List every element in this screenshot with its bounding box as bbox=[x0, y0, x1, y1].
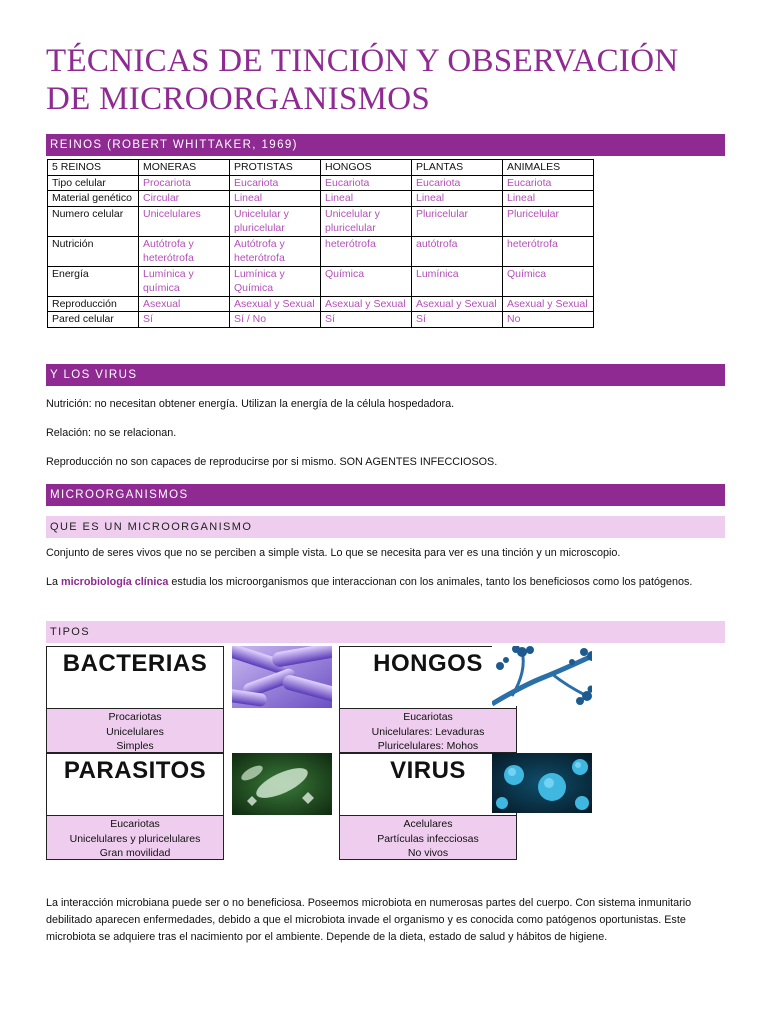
card-line: Unicelulares: Levaduras bbox=[371, 725, 485, 738]
final-paragraph: La interacción microbiana puede ser o no beneficiosa. Poseemos microbiota en numerosas partes del cuerpo. Con sistema inmunitario debilitado aparecen enfermedades, debido a que el microbiota invade el organismo y es conocida como patógenos oportunistas. Este microbiota se adquiere tras el nacimiento por el ambiente. Depende de la dieta, estado de salud y hábitos de higiene. bbox=[46, 897, 692, 943]
fungi-image bbox=[492, 646, 592, 708]
title-line-2: DE MICROORGANISMOS bbox=[46, 81, 431, 117]
card-parasitos-title: PARASITOS bbox=[63, 757, 207, 784]
card-parasitos-desc bbox=[47, 815, 223, 859]
table-header-cell: PLANTAS bbox=[412, 160, 503, 176]
table-cell: Lumínica y química bbox=[139, 266, 230, 296]
table-row bbox=[48, 312, 594, 328]
card-hongos-title: HONGOS bbox=[373, 650, 483, 677]
table-cell: Química bbox=[321, 266, 412, 296]
virus-image bbox=[492, 753, 592, 815]
micro-clinica-post: estudia los microorganismos que interaccionan con los animales, tanto los beneficiosos como los patógenos. bbox=[168, 576, 693, 588]
table-header-row bbox=[48, 160, 594, 176]
card-virus bbox=[339, 753, 517, 860]
table-cell: Pluricelular bbox=[503, 206, 594, 236]
table-cell: Unicelular y pluricelular bbox=[321, 206, 412, 236]
subheader-que-es: QUE ES UN MICROORGANISMO bbox=[46, 516, 725, 538]
table-cell: Eucariota bbox=[503, 175, 594, 191]
table-header-cell: 5 REINOS bbox=[48, 160, 139, 176]
table-cell: Lineal bbox=[230, 191, 321, 207]
card-bacterias bbox=[46, 646, 224, 753]
card-line: Simples bbox=[116, 740, 154, 752]
table-cell: Autótrofa y heterótrofa bbox=[230, 236, 321, 266]
micro-clinica-highlight: microbiología clínica bbox=[61, 576, 169, 588]
table-cell: Sí bbox=[321, 312, 412, 328]
card-parasitos bbox=[46, 753, 224, 860]
table-cell: Sí bbox=[139, 312, 230, 328]
table-cell: autótrofa bbox=[412, 236, 503, 266]
table-cell: Lineal bbox=[503, 191, 594, 207]
card-line: Acelulares bbox=[403, 818, 453, 830]
table-cell: Circular bbox=[139, 191, 230, 207]
table-cell: Autótrofa y heterótrofa bbox=[139, 236, 230, 266]
micro-definition: Conjunto de seres vivos que no se perciben a simple vista. Lo que se necesita para ver es una tinción y un microscopio. bbox=[46, 547, 621, 559]
bacteria-image bbox=[232, 646, 332, 708]
table-cell: Lumínica bbox=[412, 266, 503, 296]
card-virus-title: VIRUS bbox=[390, 757, 466, 784]
table-cell: heterótrofa bbox=[321, 236, 412, 266]
reinos-table bbox=[47, 159, 594, 328]
subheader-tipos: TIPOS bbox=[46, 621, 725, 643]
table-cell: Sí bbox=[412, 312, 503, 328]
table-cell: Lineal bbox=[321, 191, 412, 207]
card-line: Eucariotas bbox=[403, 711, 453, 723]
card-line: Eucariotas bbox=[110, 818, 160, 830]
table-cell: Sí / No bbox=[230, 312, 321, 328]
table-header-cell: HONGOS bbox=[321, 160, 412, 176]
card-bacterias-title: BACTERIAS bbox=[62, 650, 208, 677]
table-row bbox=[48, 191, 594, 207]
card-virus-desc bbox=[340, 815, 516, 859]
virus-nutricion: Nutrición: no necesitan obtener energía. Utilizan la energía de la célula hospedadora. bbox=[46, 398, 455, 410]
table-cell: Procariota bbox=[139, 175, 230, 191]
micro-clinica-pre: La bbox=[46, 576, 62, 588]
table-cell: Eucariota bbox=[412, 175, 503, 191]
table-cell: Asexual y Sexual bbox=[321, 296, 412, 312]
card-hongos bbox=[339, 646, 517, 753]
table-header-cell: ANIMALES bbox=[503, 160, 594, 176]
table-row-label: Material genético bbox=[48, 191, 139, 207]
table-row bbox=[48, 206, 594, 236]
card-bacterias-desc bbox=[47, 708, 223, 752]
table-row-label: Tipo celular bbox=[48, 175, 139, 191]
table-cell: Asexual y Sexual bbox=[412, 296, 503, 312]
table-cell: Eucariota bbox=[321, 175, 412, 191]
virus-reproduccion: Reproducción no son capaces de reproducirse por si mismo. SON AGENTES INFECCIOSOS. bbox=[46, 456, 498, 468]
card-line: Procariotas bbox=[108, 711, 162, 723]
card-line: Partículas infecciosas bbox=[377, 832, 479, 845]
table-cell: Lineal bbox=[412, 191, 503, 207]
table-cell: Unicelulares bbox=[139, 206, 230, 236]
table-row bbox=[48, 175, 594, 191]
card-hongos-desc bbox=[340, 708, 516, 752]
title-line-1: TÉCNICAS DE TINCIÓN Y OBSERVACIÓN bbox=[46, 43, 679, 79]
table-row bbox=[48, 296, 594, 312]
table-cell: No bbox=[503, 312, 594, 328]
table-cell: Asexual y Sexual bbox=[503, 296, 594, 312]
card-line: Gran movilidad bbox=[99, 847, 171, 859]
table-row-label: Reproducción bbox=[48, 296, 139, 312]
table-cell: heterótrofa bbox=[503, 236, 594, 266]
table-cell: Lumínica y Química bbox=[230, 266, 321, 296]
table-row-label: Pared celular bbox=[48, 312, 139, 328]
table-cell: Asexual y Sexual bbox=[230, 296, 321, 312]
micro-clinica-paragraph bbox=[46, 574, 726, 591]
table-row bbox=[48, 266, 594, 296]
card-line: Pluricelulares: Mohos bbox=[377, 740, 479, 752]
table-cell: Eucariota bbox=[230, 175, 321, 191]
table-header-cell: MONERAS bbox=[139, 160, 230, 176]
section-header-virus: Y LOS VIRUS bbox=[46, 364, 725, 386]
table-row-label: Numero celular bbox=[48, 206, 139, 236]
table-cell: Asexual bbox=[139, 296, 230, 312]
table-row-label: Nutrición bbox=[48, 236, 139, 266]
section-header-microorganismos: MICROORGANISMOS bbox=[46, 484, 725, 506]
table-header-cell: PROTISTAS bbox=[230, 160, 321, 176]
parasite-image bbox=[232, 753, 332, 815]
section-header-reinos: REINOS (ROBERT WHITTAKER, 1969) bbox=[46, 134, 725, 156]
card-line: Unicelulares bbox=[106, 725, 164, 738]
virus-relacion: Relación: no se relacionan. bbox=[46, 427, 177, 439]
page-title bbox=[46, 42, 726, 118]
card-line: Unicelulares y pluricelulares bbox=[69, 832, 201, 845]
card-line: No vivos bbox=[407, 847, 449, 859]
table-cell: Pluricelular bbox=[412, 206, 503, 236]
table-row-label: Energía bbox=[48, 266, 139, 296]
table-row bbox=[48, 236, 594, 266]
table-cell: Unicelular y pluricelular bbox=[230, 206, 321, 236]
table-cell: Química bbox=[503, 266, 594, 296]
